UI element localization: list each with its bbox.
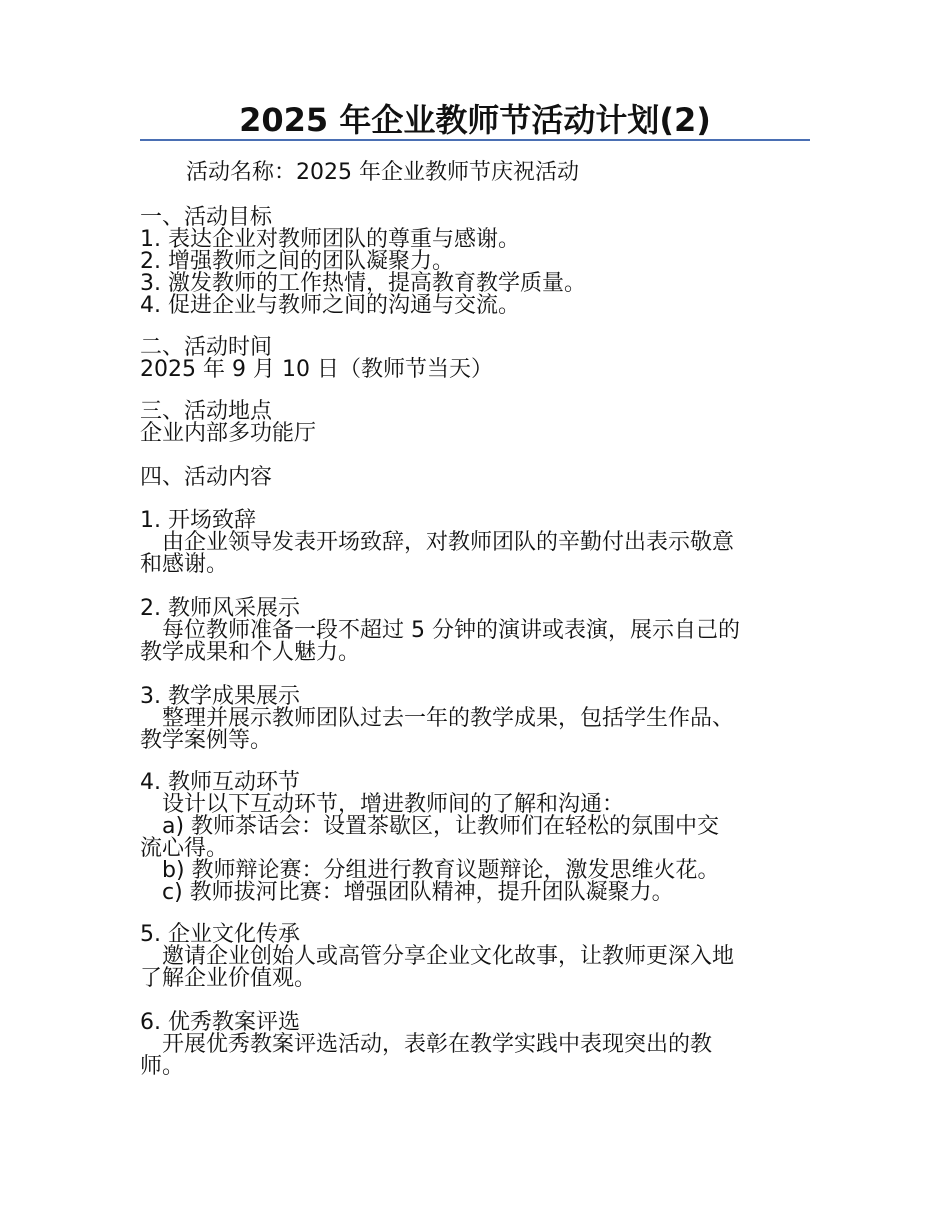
section-6-text: 开展优秀教案评选活动，表彰在教学实践中表现突出的教 — [162, 1032, 713, 1057]
section-4-item-b: b) 教师辩论赛：分组进行教育议题辩论，激发思维火花。 — [162, 858, 720, 883]
goal-item-3: 3. 激发教师的工作热情，提高教育教学质量。 — [140, 271, 586, 296]
section-3-text: 整理并展示教师团队过去一年的教学成果，包括学生作品、 — [162, 706, 735, 731]
section-4-item-a-cont: 流心得。 — [140, 836, 229, 861]
section-2-text-cont: 教学成果和个人魅力。 — [140, 640, 361, 665]
title-underline — [140, 139, 810, 141]
section-5-text-cont: 了解企业价值观。 — [140, 966, 317, 991]
section-6-title: 6. 优秀教案评选 — [140, 1010, 300, 1035]
section-5-text: 邀请企业创始人或高管分享企业文化故事，让教师更深入地 — [162, 944, 735, 969]
document-title: 2025 年企业教师节活动计划(2) — [239, 101, 711, 139]
content-heading: 四、活动内容 — [140, 465, 273, 490]
section-4-item-c: c) 教师拔河比赛：增强团队精神，提升团队凝聚力。 — [162, 880, 674, 905]
section-6-text-cont: 师。 — [140, 1054, 185, 1079]
section-3-text-cont: 教学案例等。 — [140, 728, 273, 753]
goal-item-2: 2. 增强教师之间的团队凝聚力。 — [140, 249, 454, 274]
section-1-text: 由企业领导发表开场致辞，对教师团队的辛勤付出表示敬意 — [162, 530, 735, 555]
section-4-text: 设计以下互动环节，增进教师间的了解和沟通： — [162, 792, 625, 817]
location-value: 企业内部多功能厅 — [140, 421, 317, 446]
section-4-item-a: a) 教师茶话会：设置茶歇区，让教师们在轻松的氛围中交 — [162, 814, 720, 839]
section-1-title: 1. 开场致辞 — [140, 508, 256, 533]
section-4-title: 4. 教师互动环节 — [140, 770, 300, 795]
section-1-text-cont: 和感谢。 — [140, 552, 229, 577]
activity-name: 活动名称：2025 年企业教师节庆祝活动 — [186, 160, 579, 185]
time-value: 2025 年 9 月 10 日（教师节当天） — [140, 357, 493, 382]
section-2-text: 每位教师准备一段不超过 5 分钟的演讲或表演，展示自己的 — [162, 618, 740, 643]
section-3-title: 3. 教学成果展示 — [140, 684, 300, 709]
goals-heading: 一、活动目标 — [140, 205, 273, 230]
time-heading: 二、活动时间 — [140, 335, 273, 360]
section-5-title: 5. 企业文化传承 — [140, 922, 300, 947]
goal-item-4: 4. 促进企业与教师之间的沟通与交流。 — [140, 293, 520, 318]
location-heading: 三、活动地点 — [140, 399, 273, 424]
goal-item-1: 1. 表达企业对教师团队的尊重与感谢。 — [140, 227, 520, 252]
section-2-title: 2. 教师风采展示 — [140, 596, 300, 621]
